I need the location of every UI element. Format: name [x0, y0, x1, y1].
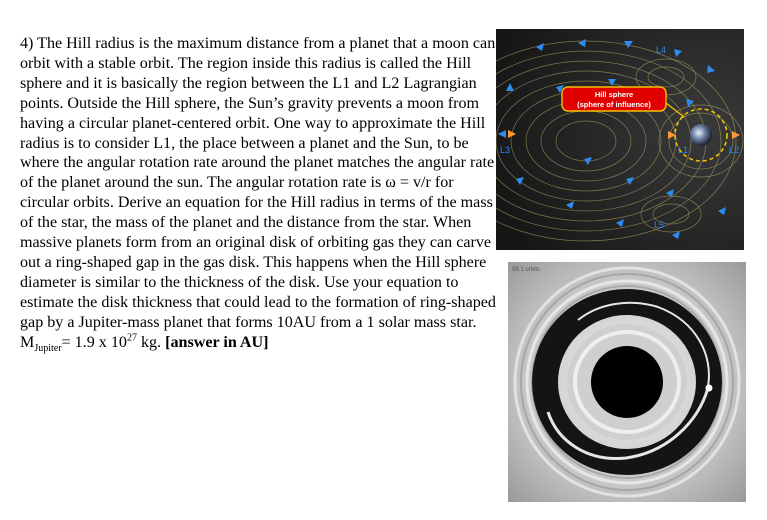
problem-body: 4) The Hill radius is the maximum distance from a planet that a moon can orbit with a stable orbit. The region inside this radius is called the Hill sphere and it is basically the region between the L1 and L2 Lagrangian points. Outside the Hill sphere, the Sun’s gravity prevents a moon from having a circular planet-centered orbit. One way to approximate the Hill radius is to consider L1, the place between a planet and the Sun, to be where the angular rotation rate around the planet matches the angular rate of the planet around the sun. The angular rotation rate is ω = v/r for circular orbits. Derive an equation for the Hill radius in terms of the mass of the star, the mass of the planet and the distance from the star. When massive planets form from an original disk of orbiting gas they can carve out a ring-shaped gap in the gas disk. This happens when the Hill sphere diameter is similar to the thickness of the disk. Use your equation to estimate the disk thickness that could lead to the formation of ring-shaped gap by a Jupiter-mass planet that forms 10AU from a 1 solar mass star. M	[20, 35, 496, 351]
planet-icon	[690, 124, 712, 146]
answer-note: [answer in AU]	[165, 333, 269, 351]
problem-paragraph	[20, 34, 496, 353]
disk-caption: 98.1 orbits	[512, 267, 541, 273]
disk-gap-figure	[508, 262, 746, 502]
central-star-hole	[591, 346, 663, 418]
point-label-l2: L2	[729, 145, 740, 155]
problem-text	[20, 34, 496, 353]
point-label-l3: L3	[500, 145, 511, 155]
hill-sphere-figure	[496, 29, 744, 250]
point-label-l5: L5	[654, 220, 665, 230]
hill-label-line1: Hill sphere	[594, 90, 634, 99]
point-label-l4: L4	[656, 45, 667, 55]
point-label-l1: L1	[678, 145, 689, 155]
mass-subscript: Jupiter	[34, 342, 62, 354]
mass-value: = 1.9 x 10	[61, 333, 127, 351]
mass-unit: kg.	[136, 333, 166, 351]
hill-label-line2: (sphere of influence)	[577, 100, 651, 109]
planet-marker	[706, 385, 713, 392]
mass-exponent: 27	[126, 332, 137, 344]
